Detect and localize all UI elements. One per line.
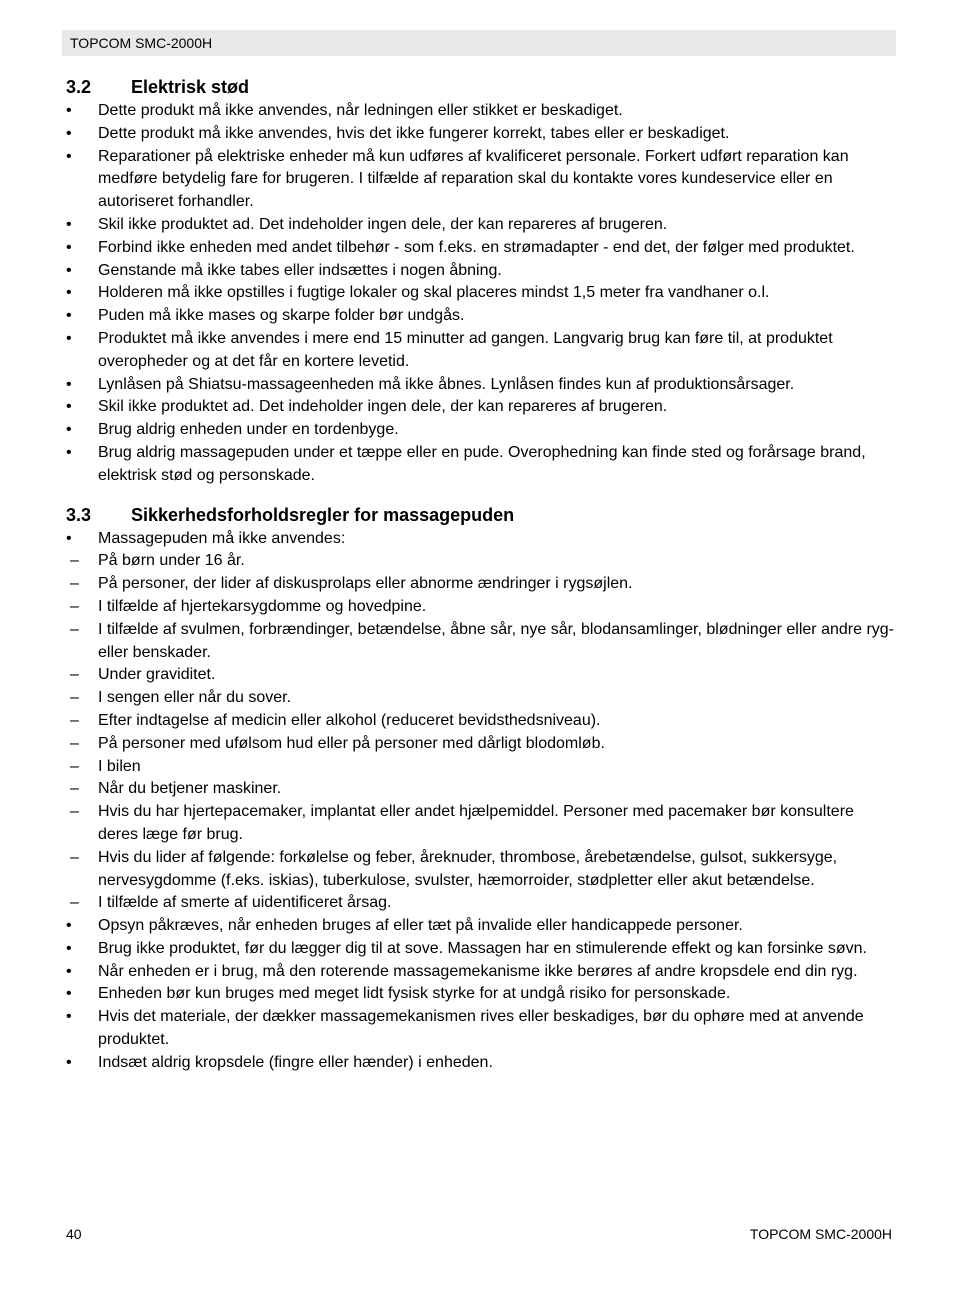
sub-list-item: – I tilfælde af svulmen, forbrændinger, betændelse, åbne sår, nye sår, blodansamlinger, blødninger eller andre ryg- eller benskader. <box>66 619 896 665</box>
dash-list <box>66 550 896 915</box>
sub-list-item: – Hvis du har hjertepacemaker, implantat eller andet hjælpemiddel. Personer med pacemaker bør konsultere deres læge før brug. <box>66 801 896 847</box>
list-item: • Når enheden er i brug, må den roterende massagemekanisme ikke berøres af andre kropsdele end din ryg. <box>66 961 896 984</box>
page-footer <box>66 1226 892 1242</box>
list-item: • Dette produkt må ikke anvendes, når ledningen eller stikket er beskadiget. <box>66 100 896 123</box>
list-item: • Skil ikke produktet ad. Det indeholder ingen dele, der kan repareres af brugeren. <box>66 214 896 237</box>
sub-list-item: – Når du betjener maskiner. <box>66 778 896 801</box>
bullet-list-3-3 <box>66 528 896 551</box>
list-item: • Lynlåsen på Shiatsu-massageenheden må ikke åbnes. Lynlåsen findes kun af produktionsårsager. <box>66 374 896 397</box>
list-item-intro <box>66 528 896 551</box>
page-content <box>66 74 896 1075</box>
list-item: • Produktet må ikke anvendes i mere end 15 minutter ad gangen. Langvarig brug kan føre til, at produktet overopheder og at det får en kortere levetid. <box>66 328 896 374</box>
header-bar <box>62 30 896 56</box>
section-heading-3-2 <box>66 74 896 100</box>
sub-list-item: – På personer med ufølsom hud eller på personer med dårligt blodomløb. <box>66 733 896 756</box>
list-item: • Brug aldrig massagepuden under et tæppe eller en pude. Overophedning kan finde sted og forårsage brand, elektrisk stød og personskade. <box>66 442 896 488</box>
section-number: 3.2 <box>66 77 92 97</box>
header-title: TOPCOM SMC-2000H <box>70 35 213 51</box>
list-item: • Opsyn påkræves, når enheden bruges af eller tæt på invalide eller handicappede personer. <box>66 915 896 938</box>
sub-list-item: – I tilfælde af hjertekarsygdomme og hovedpine. <box>66 596 896 619</box>
sub-list-item: – På børn under 16 år. <box>66 550 896 573</box>
list-item: • Skil ikke produktet ad. Det indeholder ingen dele, der kan repareres af brugeren. <box>66 396 896 419</box>
sub-list-item: – I tilfælde af smerte af uidentificeret årsag. <box>66 892 896 915</box>
bullet-list-3-3-continued <box>66 915 896 1075</box>
list-item: • Enheden bør kun bruges med meget lidt fysisk styrke for at undgå risiko for personskade. <box>66 983 896 1006</box>
sub-list-item: – I bilen <box>66 756 896 779</box>
sub-list-item: – I sengen eller når du sover. <box>66 687 896 710</box>
section-title: Sikkerhedsforholdsregler for massagepuden <box>131 504 515 525</box>
sub-list-item: – Hvis du lider af følgende: forkølelse og feber, åreknuder, thrombose, årebetændelse, gulsot, sukkersyge, nervesygdomme (f.eks. iskias), tuberkulose, svulster, hæmorroider, stødpletter eller akut betændelse. <box>66 847 896 893</box>
bullet-list-3-2 <box>66 100 896 488</box>
section-number: 3.3 <box>66 504 92 525</box>
sub-list-item: – Efter indtagelse af medicin eller alkohol (reduceret bevidsthedsniveau). <box>66 710 896 733</box>
list-item: • Genstande må ikke tabes eller indsættes i nogen åbning. <box>66 260 896 283</box>
footer-title: TOPCOM SMC-2000H <box>749 1226 892 1242</box>
list-item: • Brug ikke produktet, før du lægger dig til at sove. Massagen har en stimulerende effekt og kan forsinke søvn. <box>66 938 896 961</box>
section-heading-3-3 <box>66 502 896 528</box>
list-item: • Hvis det materiale, der dækker massagemekanismen rives eller beskadiges, bør du ophøre med at anvende produktet. <box>66 1006 896 1052</box>
list-item: • Indsæt aldrig kropsdele (fingre eller hænder) i enheden. <box>66 1052 896 1075</box>
list-item: • Dette produkt må ikke anvendes, hvis det ikke fungerer korrekt, tabes eller er beskadiget. <box>66 123 896 146</box>
section-title: Elektrisk stød <box>131 77 250 97</box>
list-item: • Holderen må ikke opstilles i fugtige lokaler og skal placeres mindst 1,5 meter fra vandhaner o.l. <box>66 282 896 305</box>
list-item: • Brug aldrig enheden under en tordenbyge. <box>66 419 896 442</box>
sub-list-item: – På personer, der lider af diskusprolaps eller abnorme ændringer i rygsøjlen. <box>66 573 896 596</box>
page-number: 40 <box>66 1226 82 1242</box>
list-item: • Reparationer på elektriske enheder må kun udføres af kvalificeret personale. Forkert udført reparation kan medføre betydelig fare for brugeren. I tilfælde af reparation skal du kontakte vores kundeservice eller en autoriseret forhandler. <box>66 146 896 214</box>
intro-text: Massagepuden må ikke anvendes: <box>98 529 346 547</box>
sub-list-item: – Under graviditet. <box>66 664 896 687</box>
list-item: • Forbind ikke enheden med andet tilbehør - som f.eks. en strømadapter - end det, der følger med produktet. <box>66 237 896 260</box>
list-item: • Puden må ikke mases og skarpe folder bør undgås. <box>66 305 896 328</box>
